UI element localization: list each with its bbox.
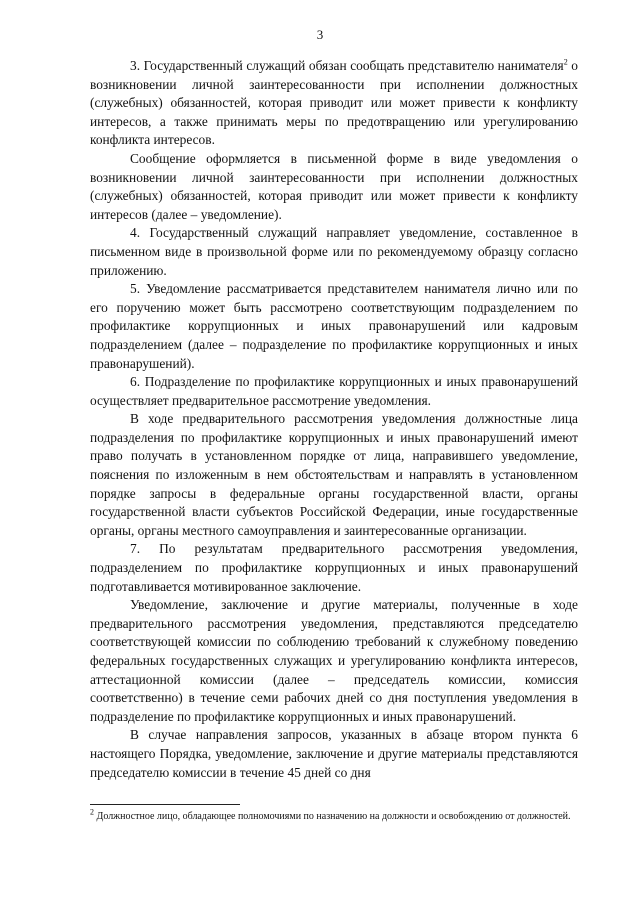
footnote-marker: 2	[90, 807, 94, 817]
paragraph-requests-deadline: В случае направления запросов, указанных в абзаце втором пункта 6 настоящего Порядка, уведомление, заключение и другие материалы представляются председателю комиссии в течение 45 дней со дня	[90, 727, 578, 780]
paragraph-notification-form: Сообщение оформляется в письменной форме в виде уведомления о возникновении личной заинтересованности при исполнении должностных (служебных) обязанностей, которая приводит или может привести к конфликту интересов (далее – уведомление).	[90, 150, 578, 222]
footnote-reference: 2	[563, 57, 568, 67]
footnote-divider	[90, 804, 240, 805]
paragraph-item-5: 5. Уведомление рассматривается представителем нанимателя лично или по его поручению может быть рассмотрено соответствующим подразделением по профилактике коррупционных и иных правонарушений или кадровым подразделением (далее – подразделение по профилактике коррупционных и иных правонарушений).	[90, 281, 578, 371]
footnote	[90, 807, 578, 824]
document-body	[90, 57, 578, 782]
paragraph-preliminary-review: В ходе предварительного рассмотрения уведомления должностные лица подразделения по профилактике коррупционных и иных правонарушений имеют право получать в установленном порядке от лица, направившего уведомление, пояснения по изложенным в нем обстоятельствам и направлять в установленном порядке запросы в федеральные органы государственной власти, органы государственной власти субъектов Российской Федерации, иные государственные органы, органы местного самоуправления и заинтересованные организации.	[90, 411, 578, 538]
paragraph-item-6: 6. Подразделение по профилактике коррупционных и иных правонарушений осуществляет предварительное рассмотрение уведомления.	[90, 374, 578, 408]
footnote-text: Должностное лицо, обладающее полномочиями по назначению на должности и освобождению от должностей.	[94, 811, 571, 822]
page-number: 3	[316, 27, 324, 42]
paragraph-text: о возникновении личной заинтересованности при исполнении должностных (служебных) обязанностей, которая приводит или может привести к конфликту интересов, а также принимать меры по предотвращению или урегулированию конфликта интересов.	[90, 58, 579, 148]
paragraph-materials-submission: Уведомление, заключение и другие материалы, полученные в ходе предварительного рассмотрения уведомления, представляются председателю соответствующей комиссии по соблюдению требований к служебному поведению федеральных государственных служащих и урегулированию конфликта интересов, аттестационной комиссии (далее – председатель комиссии, комиссия соответственно) в течение семи рабочих дней со дня поступления уведомления в подразделение по профилактике коррупционных и иных правонарушений.	[90, 597, 578, 724]
paragraph-text: 3. Государственный служащий обязан сообщать представителю нанимателя	[130, 58, 564, 73]
paragraph-item-7: 7. По результатам предварительного рассмотрения уведомления, подразделением по профилактике коррупционных и иных правонарушений подготавливается мотивированное заключение.	[90, 541, 578, 594]
paragraph-item-4: 4. Государственный служащий направляет уведомление, составленное в письменном виде в произвольной форме или по рекомендуемому образцу согласно приложению.	[90, 225, 578, 278]
paragraph-item-3	[90, 57, 578, 150]
